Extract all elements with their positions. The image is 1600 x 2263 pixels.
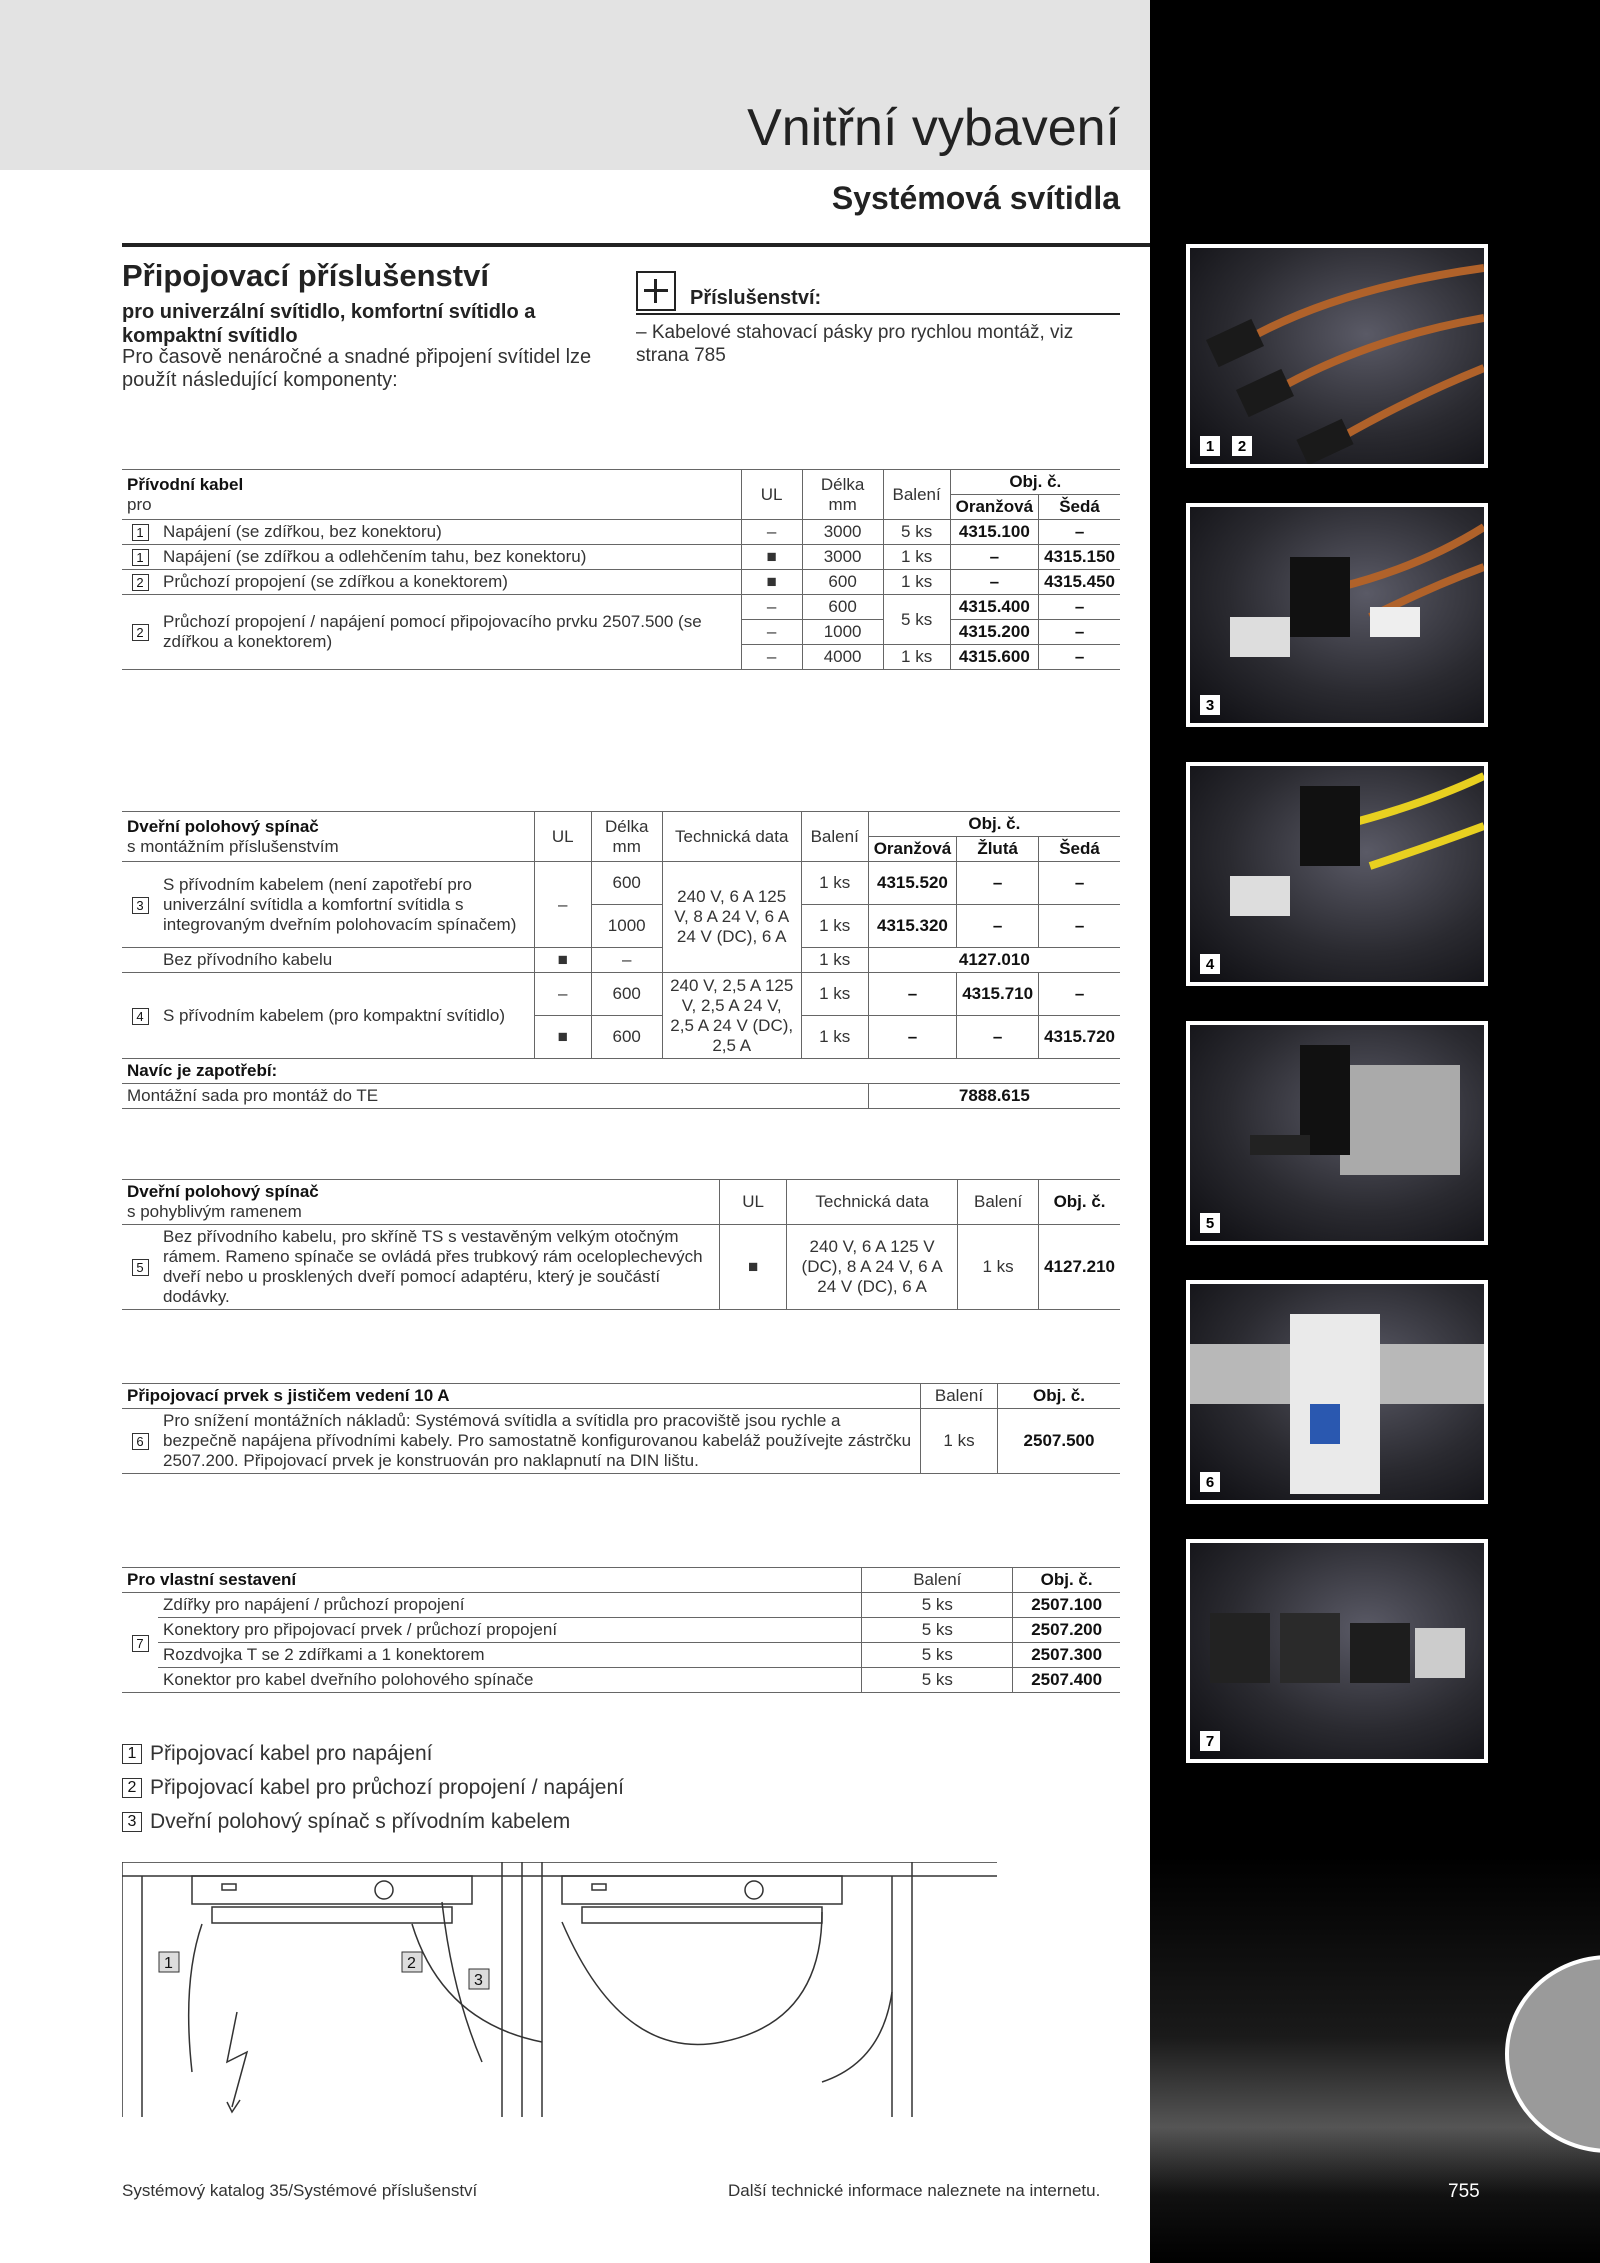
header-pack: Balení — [862, 1568, 1013, 1593]
accessories-title: Příslušenství: — [690, 287, 822, 309]
table-row: Montážní sada pro montáž do TE 7888.615 — [122, 1084, 1120, 1109]
photo-door-switch-kit — [1186, 503, 1488, 727]
footer-left: Systémový katalog 35/Systémové příslušenství — [122, 2181, 478, 2200]
table-header-cell: Dveřní polohový spínač s pohyblivým ramenem — [122, 1180, 720, 1225]
table-header-cell: Připojovací prvek s jističem vedení 10 A — [122, 1384, 921, 1409]
diagram-tag: 3 — [474, 1972, 483, 1989]
section-title: Připojovací příslušenství — [122, 258, 489, 293]
table-row: 6 Pro snížení montážních nákladů: Systémová svítidla a svítidla pro pracoviště jsou rychle a bezpečně napájena přívodními kabely. Pro samostatně konfigurovanou kabeláž používejte zástrčku 2507.200. Připojovací prvek je konstruován pro naklapnutí na DIN lištu. 1 ks 2507.500 — [122, 1409, 1120, 1474]
table-header-cell: Dveřní polohový spínač s montážním příslušenstvím — [122, 812, 534, 862]
photo-arm-switch — [1186, 1021, 1488, 1245]
table-row: – 4000 1 ks 4315.600 – — [122, 645, 1120, 670]
header-tech: Technická data — [662, 812, 801, 862]
table-row: ■ 600 1 ks – – 4315.720 — [122, 1016, 1120, 1059]
table-row: 2 Průchozí propojení (se zdířkou a konektorem) ■ 600 1 ks – 4315.450 — [122, 570, 1120, 595]
header-yellow: Žlutá — [957, 837, 1039, 862]
photo-tag: 1 — [1200, 436, 1220, 456]
table-row: – 1000 4315.200 – — [122, 620, 1120, 645]
table-row: 1 Napájení (se zdířkou a odlehčením tahu, bez konektoru) ■ 3000 1 ks – 4315.150 — [122, 545, 1120, 570]
photo-tag: 7 — [1200, 1731, 1220, 1751]
table-own-assembly — [122, 1567, 1120, 1693]
header-length: Délka mm — [802, 470, 883, 520]
table-row: Rozdvojka T se 2 zdířkami a 1 konektorem 5 ks 2507.300 — [122, 1643, 1120, 1668]
table-row: 1000 1 ks 4315.320 – – — [122, 905, 1120, 948]
page-title: Vnitřní vybavení — [747, 99, 1120, 157]
header-pack: Balení — [801, 812, 868, 862]
header-order-no: Obj. č. — [1039, 1180, 1120, 1225]
accessories-divider — [636, 313, 1120, 315]
photo-tag: 4 — [1200, 954, 1220, 974]
photo-cables — [1186, 244, 1488, 468]
section-subtitle: pro univerzální svítidlo, komfortní svítidlo a kompaktní svítidlo — [122, 301, 536, 347]
table-supply-cable — [122, 469, 1120, 670]
photo-tag: 2 — [1232, 436, 1252, 456]
page-number: 755 — [1448, 2181, 1480, 2202]
header-pack: Balení — [958, 1180, 1039, 1225]
diagram-tag: 1 — [164, 1955, 173, 1972]
breaker-image — [1190, 1284, 1484, 1500]
header-grey: Šedá — [1039, 837, 1120, 862]
table-row: 4 S přívodním kabelem (pro kompaktní svítidlo) – 600 240 V, 2,5 A 125 V, 2,5 A 24 V, 2,5 A 24 V (DC), 2,5 A 1 ks – 4315.710 – — [122, 973, 1120, 1016]
arm-switch-image — [1190, 1025, 1484, 1241]
header-length: Délka mm — [591, 812, 662, 862]
table-row: Konektor pro kabel dveřního polohového spínače 5 ks 2507.400 — [122, 1668, 1120, 1693]
section-description: Pro časově nenáročné a snadné připojení svítidel lze použít následující komponenty: — [122, 346, 592, 391]
header-tech: Technická data — [787, 1180, 958, 1225]
header-ul: UL — [720, 1180, 787, 1225]
table-arm-switch — [122, 1179, 1120, 1310]
header-divider — [122, 243, 1150, 247]
connectors-image — [1190, 1543, 1484, 1759]
accessories-text: – Kabelové stahovací pásky pro rychlou montáž, viz strana 785 — [636, 322, 1074, 366]
table-row: Bez přívodního kabelu ■ – 1 ks 4127.010 — [122, 948, 1120, 973]
table-header-cell: Přívodní kabel pro — [122, 470, 741, 520]
photo-tag: 6 — [1200, 1472, 1220, 1492]
page-subtitle: Systémová svítidla — [831, 180, 1120, 216]
photo-tag: 3 — [1200, 695, 1220, 715]
legend-item: 3 Dveřní polohový spínač s přívodním kabelem — [122, 1810, 570, 1834]
wiring-diagram — [122, 1862, 997, 2132]
diagram-tag: 2 — [407, 1955, 416, 1972]
header-ul: UL — [534, 812, 591, 862]
switch-yellow-image — [1190, 766, 1484, 982]
header-order-no: Obj. č. — [950, 470, 1120, 495]
table-row: 2 Průchozí propojení / napájení pomocí připojovacího prvku 2507.500 (se zdířkou a konektorem) – 600 5 ks 4315.400 – — [122, 595, 1120, 620]
photo-breaker — [1186, 1280, 1488, 1504]
header-grey: Šedá — [1039, 495, 1120, 520]
cable-image — [1190, 248, 1484, 464]
table-row: 7 Zdířky pro napájení / průchozí propojení 5 ks 2507.100 — [122, 1593, 1120, 1618]
legend-item: 1 Připojovací kabel pro napájení — [122, 1742, 433, 1766]
table-row: 5 Bez přívodního kabelu, pro skříně TS s vestavěným velkým otočným rámem. Rameno spínače se ovládá přes trubkový rám oceloplechevých dveří nebo u prosklených dveří pomocí adaptéru, který je součástí dodávky. ■ 240 V, 6 A 125 V (DC), 8 A 24 V, 6 A 24 V (DC), 6 A 1 ks 4127.210 — [122, 1225, 1120, 1310]
header-orange: Oranžová — [950, 495, 1038, 520]
legend-item: 2 Připojovací kabel pro průchozí propojení / napájení — [122, 1776, 624, 1800]
plus-icon — [636, 271, 676, 311]
photo-tag: 5 — [1200, 1213, 1220, 1233]
header-pack: Balení — [883, 470, 950, 520]
table-row: 1 Napájení (se zdířkou, bez konektoru) – 3000 5 ks 4315.100 – — [122, 520, 1120, 545]
table-row: Navíc je zapotřebí: — [122, 1059, 1120, 1084]
header-order-no: Obj. č. — [868, 812, 1120, 837]
photo-connectors — [1186, 1539, 1488, 1763]
header-ul: UL — [741, 470, 802, 520]
header-order-no: Obj. č. — [998, 1384, 1121, 1409]
table-row: Konektory pro připojovací prvek / průchozí propojení 5 ks 2507.200 — [122, 1618, 1120, 1643]
table-door-switch — [122, 811, 1120, 1109]
footer-right: Další technické informace naleznete na internetu. — [728, 2181, 1101, 2200]
header-orange: Oranžová — [868, 837, 956, 862]
table-breaker — [122, 1383, 1120, 1474]
photo-door-switch-yellow — [1186, 762, 1488, 986]
table-row: 3 S přívodním kabelem (není zapotřebí pro univerzální svítidla a komfortní svítidla s integrovaným dveřním polohovacím spínačem) – 600 240 V, 6 A 125 V, 8 A 24 V, 6 A 24 V (DC), 6 A 1 ks 4315.520 – – — [122, 862, 1120, 905]
switch-image — [1190, 507, 1484, 723]
table-header-cell: Pro vlastní sestavení — [122, 1568, 862, 1593]
header-pack: Balení — [921, 1384, 998, 1409]
header-order-no: Obj. č. — [1013, 1568, 1120, 1593]
